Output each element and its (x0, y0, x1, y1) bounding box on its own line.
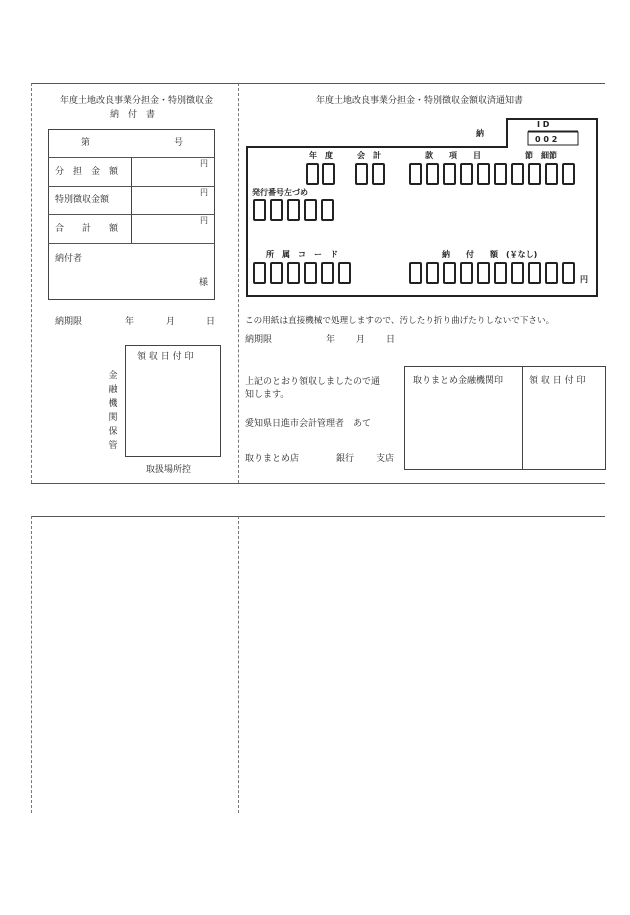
ocr-dept-code-label: 所 属 コ ー ド (266, 250, 338, 259)
ocr-digit-box (338, 262, 351, 284)
row-unit-share: 円 (200, 159, 208, 168)
right-deadline-label: 納期限 (245, 335, 273, 345)
ocr-digit-box (426, 163, 439, 185)
row-label-share: 分 担 金 額 (55, 167, 119, 177)
bank-keep-char: 金 (108, 371, 118, 381)
bank-keep-char: 関 (108, 413, 118, 423)
receipt-date-stamp-title: 領 収 日 付 印 (137, 352, 194, 362)
ocr-digit-box (511, 262, 524, 284)
left-slip-title: 年度土地改良事業分担金・特別徴収金 (60, 96, 214, 106)
receipt-text-line1: 上記のとおり領収しましたので通 (245, 377, 381, 387)
row-label-total: 合 計 額 (55, 224, 119, 234)
ocr-digit-box (287, 262, 300, 284)
ocr-kankou-label: 款 項 目 (425, 151, 481, 160)
ocr-digit-box (443, 262, 456, 284)
bottom-left-edge-dashed (31, 516, 32, 813)
ocr-digit-box (545, 163, 558, 185)
ocr-amount-label: 納 付 額 (￥なし) (442, 250, 538, 259)
right-slip-title: 年度土地改良事業分担金・特別徴収金額収済通知書 (316, 96, 524, 106)
ocr-digit-box (287, 199, 300, 221)
bank-stamp-title: 取りまとめ金融機関印 (413, 376, 504, 386)
ocr-digit-box (443, 163, 456, 185)
table-divider (48, 243, 215, 244)
left-edge-dashed (31, 83, 32, 483)
ocr-digit-box (494, 163, 507, 185)
perforation-line (238, 83, 239, 483)
ocr-digit-box (409, 262, 422, 284)
row-label-special: 特別徴収金額 (55, 195, 110, 205)
ocr-year-label: 年 度 (309, 151, 333, 160)
ocr-digit-box (460, 163, 473, 185)
table-column-divider (131, 157, 132, 243)
ocr-setsu-label: 節 細節 (525, 151, 557, 160)
ocr-digit-box (409, 163, 422, 185)
ocr-digit-box (545, 262, 558, 284)
ocr-digit-box (511, 163, 524, 185)
payer-label: 納付者 (55, 254, 83, 264)
row-unit-total: 円 (200, 216, 208, 225)
bank-keep-char: 機 (108, 399, 118, 409)
ocr-digit-box (477, 262, 490, 284)
ocr-id-value: 0 0 2 (535, 135, 558, 144)
payer-suffix: 様 (199, 278, 209, 288)
ocr-digit-box (562, 163, 575, 185)
ocr-digit-box (304, 262, 317, 284)
left-slip-footer: 取扱場所控 (146, 465, 192, 475)
ocr-nou-label: 納 (476, 129, 484, 138)
ocr-issue-no-label: 発行番号左づめ (252, 188, 308, 197)
bottom-perforation-line (238, 516, 239, 813)
handling-notice: この用紙は直接機械で処理しますので、汚したり折り曲げたりしないで下さい。 (245, 316, 555, 326)
ocr-account-label: 会 計 (357, 151, 381, 160)
ocr-digit-box (270, 199, 283, 221)
row-unit-special: 円 (200, 188, 208, 197)
left-slip-subtitle: 納 付 書 (110, 110, 156, 120)
ocr-digit-box (528, 262, 541, 284)
ocr-digit-box (460, 262, 473, 284)
ocr-id-label: I D (537, 120, 550, 129)
ocr-digit-box (355, 163, 368, 185)
right-deadline-day: 日 (386, 335, 396, 345)
number-suffix: 号 (174, 138, 184, 148)
right-deadline-month: 月 (356, 335, 366, 345)
bank-label: 銀行 (336, 454, 355, 464)
ocr-digit-box (494, 262, 507, 284)
bank-keep-char: 管 (108, 441, 118, 451)
ocr-digit-box (426, 262, 439, 284)
ocr-digit-box (304, 199, 317, 221)
top-border (31, 83, 605, 84)
ocr-yen-label: 円 (580, 275, 588, 284)
left-deadline-day: 日 (206, 317, 216, 327)
ocr-digit-box (321, 262, 334, 284)
ocr-digit-box (306, 163, 319, 185)
middle-border (31, 483, 605, 484)
ocr-digit-box (562, 262, 575, 284)
stamp-box-divider (522, 366, 523, 470)
receipt-text-line2: 知します。 (245, 390, 290, 400)
ocr-digit-box (270, 262, 283, 284)
date-stamp-title: 領 収 日 付 印 (529, 376, 586, 386)
ocr-digit-box (477, 163, 490, 185)
number-prefix: 第 (81, 138, 91, 148)
bank-keep-char: 融 (108, 385, 118, 395)
left-deadline-month: 月 (166, 317, 176, 327)
bottom-top-border (31, 516, 605, 517)
left-deadline-year: 年 (125, 317, 135, 327)
ocr-digit-box (253, 199, 266, 221)
branch-label: 支店 (376, 454, 395, 464)
right-deadline-year: 年 (326, 335, 336, 345)
left-deadline-label: 納期限 (55, 317, 83, 327)
branch-shop-label: 取りまとめ店 (245, 454, 300, 464)
ocr-digit-box (528, 163, 541, 185)
ocr-digit-box (253, 262, 266, 284)
ocr-digit-box (322, 163, 335, 185)
ocr-digit-box (372, 163, 385, 185)
addressee: 愛知県日進市会計管理者 あて (245, 419, 372, 429)
bank-keep-char: 保 (108, 427, 118, 437)
ocr-digit-box (321, 199, 334, 221)
